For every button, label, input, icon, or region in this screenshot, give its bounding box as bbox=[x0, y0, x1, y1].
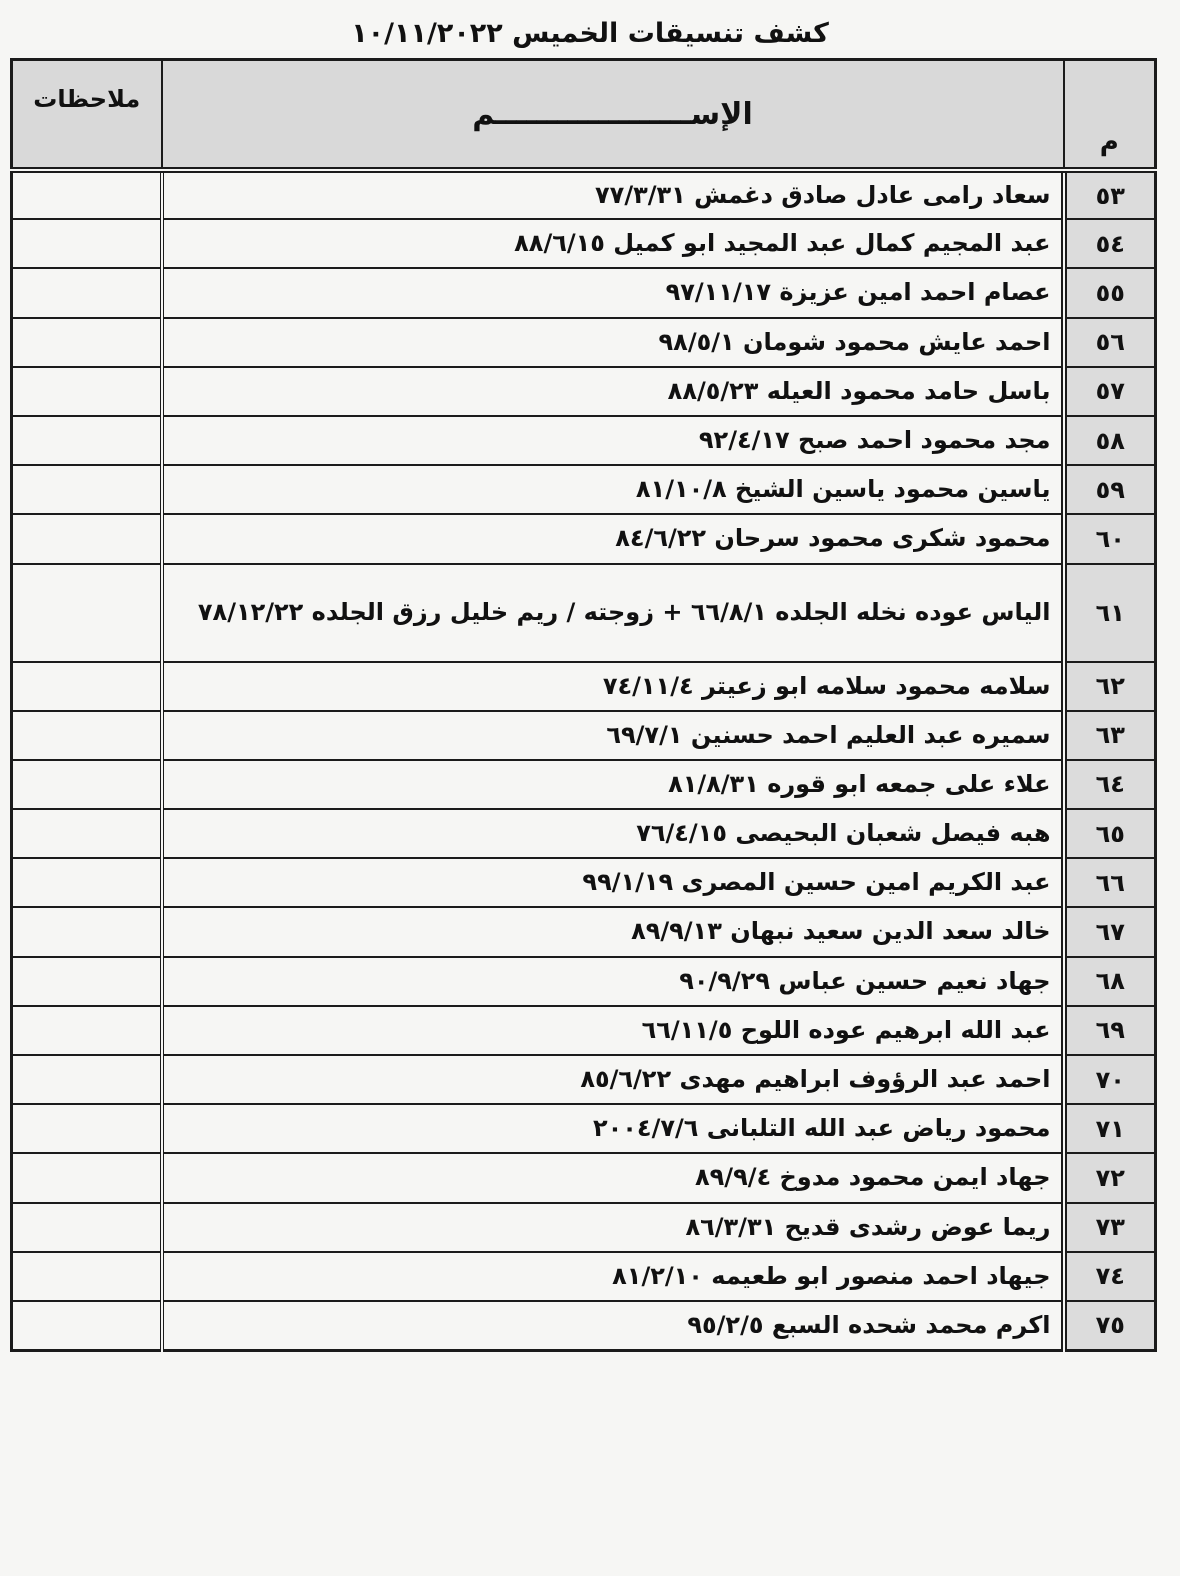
row-name-cell: احمد عايش محمود شومان ٩٨/٥/١ bbox=[162, 318, 1064, 367]
table-row bbox=[12, 465, 1156, 514]
table-row bbox=[12, 318, 1156, 367]
table-row bbox=[12, 1006, 1156, 1055]
coordination-table bbox=[10, 58, 1157, 1352]
row-notes-cell bbox=[12, 760, 162, 809]
table-row bbox=[12, 760, 1156, 809]
header-notes: ملاحظات bbox=[12, 60, 162, 171]
table-row bbox=[12, 957, 1156, 1006]
table-row bbox=[12, 1153, 1156, 1202]
row-number-cell: ٦٨ bbox=[1064, 957, 1156, 1006]
table-row bbox=[12, 858, 1156, 907]
row-name-cell: علاء على جمعه ابو قوره ٨١/٨/٣١ bbox=[162, 760, 1064, 809]
table-row bbox=[12, 1055, 1156, 1104]
row-number-cell: ٧٣ bbox=[1064, 1203, 1156, 1252]
row-number-cell: ٥٨ bbox=[1064, 416, 1156, 465]
row-notes-cell bbox=[12, 1252, 162, 1301]
row-notes-cell bbox=[12, 367, 162, 416]
row-number-cell: ٥٧ bbox=[1064, 367, 1156, 416]
row-number-cell: ٧٠ bbox=[1064, 1055, 1156, 1104]
table-row bbox=[12, 416, 1156, 465]
row-number-cell: ٦٩ bbox=[1064, 1006, 1156, 1055]
row-number-cell: ٦٥ bbox=[1064, 809, 1156, 858]
table-row bbox=[12, 1252, 1156, 1301]
row-notes-cell bbox=[12, 957, 162, 1006]
table-row bbox=[12, 170, 1156, 219]
row-name-cell: اكرم محمد شحده السبع ٩٥/٢/٥ bbox=[162, 1301, 1064, 1350]
table-row bbox=[12, 514, 1156, 563]
table-row bbox=[12, 809, 1156, 858]
row-notes-cell bbox=[12, 1055, 162, 1104]
row-number-cell: ٥٦ bbox=[1064, 318, 1156, 367]
row-name-cell: عصام احمد امين عزيزة ٩٧/١١/١٧ bbox=[162, 268, 1064, 317]
row-name-cell: باسل حامد محمود العيله ٨٨/٥/٢٣ bbox=[162, 367, 1064, 416]
row-number-cell: ٧١ bbox=[1064, 1104, 1156, 1153]
row-name-cell: عبد الله ابرهيم عوده اللوح ٦٦/١١/٥ bbox=[162, 1006, 1064, 1055]
row-number-cell: ٦٢ bbox=[1064, 662, 1156, 711]
row-notes-cell bbox=[12, 1203, 162, 1252]
row-number-cell: ٥٩ bbox=[1064, 465, 1156, 514]
row-notes-cell bbox=[12, 465, 162, 514]
row-number-cell: ٦١ bbox=[1064, 564, 1156, 662]
row-name-cell: ريما عوض رشدى قديح ٨٦/٣/٣١ bbox=[162, 1203, 1064, 1252]
row-notes-cell bbox=[12, 1006, 162, 1055]
row-notes-cell bbox=[12, 416, 162, 465]
row-name-cell: عبد المجيم كمال عبد المجيد ابو كميل ٨٨/٦/١٥ bbox=[162, 219, 1064, 268]
row-notes-cell bbox=[12, 1104, 162, 1153]
row-name-cell: الياس عوده نخله الجلده ٦٦/٨/١ + زوجته / ريم خليل رزق الجلده ٧٨/١٢/٢٢ bbox=[162, 564, 1064, 662]
page-title: كشف تنسيقات الخميس ١٠/١١/٢٠٢٢ bbox=[351, 18, 829, 49]
row-notes-cell bbox=[12, 268, 162, 317]
table-row bbox=[12, 907, 1156, 956]
row-notes-cell bbox=[12, 514, 162, 563]
row-notes-cell bbox=[12, 711, 162, 760]
row-number-cell: ٧٥ bbox=[1064, 1301, 1156, 1350]
row-name-cell: سميره عبد العليم احمد حسنين ٦٩/٧/١ bbox=[162, 711, 1064, 760]
row-number-cell: ٦٠ bbox=[1064, 514, 1156, 563]
row-notes-cell bbox=[12, 907, 162, 956]
table-row bbox=[12, 268, 1156, 317]
row-notes-cell bbox=[12, 1301, 162, 1350]
row-number-cell: ٦٣ bbox=[1064, 711, 1156, 760]
row-name-cell: عبد الكريم امين حسين المصرى ٩٩/١/١٩ bbox=[162, 858, 1064, 907]
row-notes-cell bbox=[12, 318, 162, 367]
table-row bbox=[12, 1301, 1156, 1350]
row-name-cell: ياسين محمود ياسين الشيخ ٨١/١٠/٨ bbox=[162, 465, 1064, 514]
row-number-cell: ٧٤ bbox=[1064, 1252, 1156, 1301]
table-row bbox=[12, 711, 1156, 760]
row-number-cell: ٧٢ bbox=[1064, 1153, 1156, 1202]
row-number-cell: ٥٣ bbox=[1064, 170, 1156, 219]
row-name-cell: سعاد رامى عادل صادق دغمش ٧٧/٣/٣١ bbox=[162, 170, 1064, 219]
table-header-row bbox=[12, 60, 1156, 171]
row-notes-cell bbox=[12, 219, 162, 268]
row-notes-cell bbox=[12, 170, 162, 219]
row-name-cell: جيهاد احمد منصور ابو طعيمه ٨١/٢/١٠ bbox=[162, 1252, 1064, 1301]
row-name-cell: جهاد نعيم حسين عباس ٩٠/٩/٢٩ bbox=[162, 957, 1064, 1006]
row-name-cell: احمد عبد الرؤوف ابراهيم مهدى ٨٥/٦/٢٢ bbox=[162, 1055, 1064, 1104]
table-row bbox=[12, 1203, 1156, 1252]
row-name-cell: مجد محمود احمد صبح ٩٢/٤/١٧ bbox=[162, 416, 1064, 465]
row-notes-cell bbox=[12, 662, 162, 711]
row-name-cell: محمود رياض عبد الله التلبانى ٢٠٠٤/٧/٦ bbox=[162, 1104, 1064, 1153]
row-name-cell: جهاد ايمن محمود مدوخ ٨٩/٩/٤ bbox=[162, 1153, 1064, 1202]
row-name-cell: محمود شكرى محمود سرحان ٨٤/٦/٢٢ bbox=[162, 514, 1064, 563]
row-number-cell: ٥٥ bbox=[1064, 268, 1156, 317]
row-number-cell: ٥٤ bbox=[1064, 219, 1156, 268]
row-notes-cell bbox=[12, 809, 162, 858]
table-row bbox=[12, 1104, 1156, 1153]
table-row bbox=[12, 564, 1156, 662]
row-name-cell: سلامه محمود سلامه ابو زعيتر ٧٤/١١/٤ bbox=[162, 662, 1064, 711]
row-number-cell: ٦٤ bbox=[1064, 760, 1156, 809]
row-number-cell: ٦٦ bbox=[1064, 858, 1156, 907]
row-notes-cell bbox=[12, 858, 162, 907]
row-notes-cell bbox=[12, 1153, 162, 1202]
table-row bbox=[12, 662, 1156, 711]
header-number: م bbox=[1064, 60, 1156, 171]
row-name-cell: خالد سعد الدين سعيد نبهان ٨٩/٩/١٣ bbox=[162, 907, 1064, 956]
table-row bbox=[12, 367, 1156, 416]
table-row bbox=[12, 219, 1156, 268]
header-name: الإســـــــــــــــــــم bbox=[162, 60, 1064, 171]
row-name-cell: هبه فيصل شعبان البحيصى ٧٦/٤/١٥ bbox=[162, 809, 1064, 858]
row-notes-cell bbox=[12, 564, 162, 662]
row-number-cell: ٦٧ bbox=[1064, 907, 1156, 956]
